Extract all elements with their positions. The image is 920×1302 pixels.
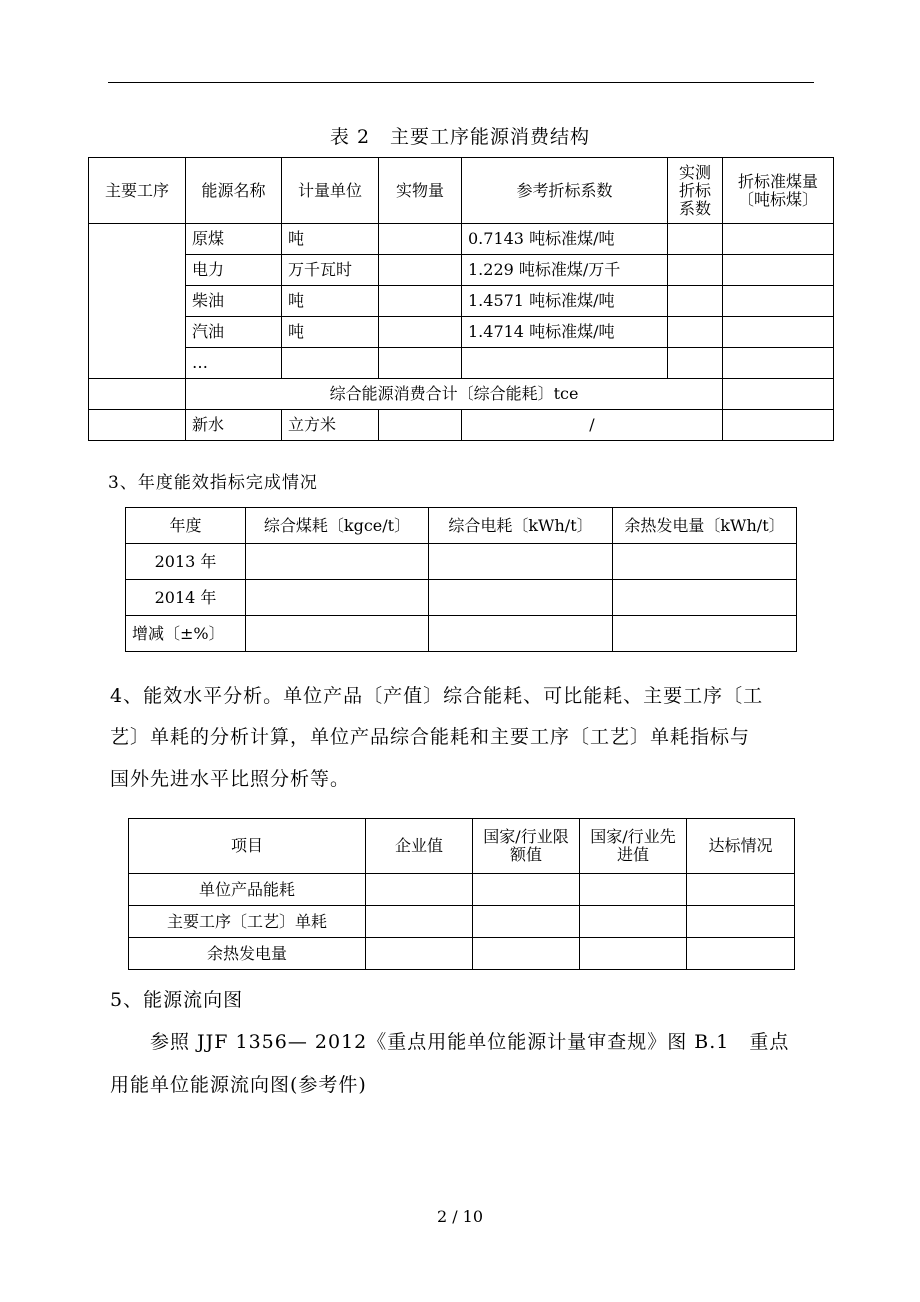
factor-cell: 0.7143 吨标准煤/吨: [462, 224, 668, 255]
value-cell: [580, 906, 687, 938]
year-cell: 2014 年: [126, 580, 246, 616]
header-cell: 国家/行业限额值: [473, 819, 580, 874]
header-cell: 达标情况: [687, 819, 795, 874]
value-cell: [687, 874, 795, 906]
benchmark-table: [128, 818, 795, 970]
table-row: [126, 544, 797, 580]
water-row: [89, 410, 834, 441]
measured-factor-cell: [668, 255, 723, 286]
quantity-cell: [379, 286, 462, 317]
header-cell: 综合电耗〔kWh/t〕: [429, 508, 613, 544]
value-cell: [366, 938, 473, 970]
value-cell: [613, 580, 797, 616]
header-cell: 主要工序: [89, 158, 186, 224]
value-cell: [473, 906, 580, 938]
table-row: [129, 938, 795, 970]
process-cell: [89, 379, 186, 410]
unit-cell: 立方米: [282, 410, 379, 441]
section4-line-2: 艺〕单耗的分析计算，单位产品综合能耗和主要工序〔工艺〕单耗指标与: [110, 726, 751, 748]
energy-name: 原煤: [186, 224, 282, 255]
measured-factor-cell: [668, 224, 723, 255]
value-cell: [366, 906, 473, 938]
energy-name: 新水: [186, 410, 282, 441]
value-cell: [613, 616, 797, 652]
factor-cell: 1.4714 吨标准煤/吨: [462, 317, 668, 348]
value-cell: [613, 544, 797, 580]
value-cell: [246, 616, 429, 652]
unit-cell: [282, 348, 379, 379]
page-number: 2 / 10: [436, 1207, 484, 1226]
item-cell: 主要工序〔工艺〕单耗: [129, 906, 366, 938]
table2-caption: 表 2 主要工序能源消费结构: [329, 126, 591, 148]
header-cell: 年度: [126, 508, 246, 544]
measured-factor-cell: [668, 317, 723, 348]
table-row: [126, 580, 797, 616]
header-cell: 参考折标系数: [462, 158, 668, 224]
header-cell: 国家/行业先进值: [580, 819, 687, 874]
quantity-cell: [379, 224, 462, 255]
value-cell: [580, 938, 687, 970]
value-cell: [473, 874, 580, 906]
coal-equivalent-cell: [723, 317, 834, 348]
energy-name: …: [186, 348, 282, 379]
item-cell: 单位产品能耗: [129, 874, 366, 906]
total-label: 综合能源消费合计〔综合能耗〕tce: [186, 379, 723, 410]
year-cell: 2013 年: [126, 544, 246, 580]
table-row: [89, 348, 834, 379]
measured-factor-cell: [668, 348, 723, 379]
value-cell: [473, 938, 580, 970]
header-cell: 实测折标系数: [668, 158, 723, 224]
quantity-cell: [379, 348, 462, 379]
section5-heading: 5、能源流向图: [110, 989, 244, 1011]
table-row: [129, 906, 795, 938]
header-cell: 实物量: [379, 158, 462, 224]
table-row: [89, 317, 834, 348]
coal-equivalent-cell: [723, 224, 834, 255]
coal-equivalent-cell: [723, 379, 834, 410]
quantity-cell: [379, 317, 462, 348]
table-row: [89, 286, 834, 317]
header-cell: 能源名称: [186, 158, 282, 224]
header-cell: 项目: [129, 819, 366, 874]
item-cell: 余热发电量: [129, 938, 366, 970]
value-cell: [429, 580, 613, 616]
section5-line-2: 用能单位能源流向图(参考件): [110, 1074, 367, 1096]
table-header-row: [129, 819, 795, 874]
value-cell: [246, 580, 429, 616]
section5-line-1: 参照 JJF 1356— 2012《重点用能单位能源计量审查规》图 B.1 重点: [150, 1031, 790, 1053]
header-cell: 余热发电量〔kWh/t〕: [613, 508, 797, 544]
header-cell: 计量单位: [282, 158, 379, 224]
coal-equivalent-cell: [723, 286, 834, 317]
measured-factor-cell: [668, 286, 723, 317]
annual-efficiency-table: [125, 507, 797, 652]
table-header-row: [126, 508, 797, 544]
table-row: [126, 616, 797, 652]
total-row: [89, 379, 834, 410]
header-cell: 企业值: [366, 819, 473, 874]
factor-slash: /: [462, 410, 723, 441]
value-cell: [580, 874, 687, 906]
section3-heading: 3、年度能效指标完成情况: [108, 473, 318, 493]
table-header-row: [89, 158, 834, 224]
factor-cell: [462, 348, 668, 379]
quantity-cell: [379, 410, 462, 441]
section4-line-3: 国外先进水平比照分析等。: [110, 768, 351, 790]
coal-equivalent-cell: [723, 348, 834, 379]
header-cell: 折标准煤量〔吨标煤〕: [723, 158, 834, 224]
unit-cell: 万千瓦时: [282, 255, 379, 286]
quantity-cell: [379, 255, 462, 286]
coal-equivalent-cell: [723, 410, 834, 441]
coal-equivalent-cell: [723, 255, 834, 286]
process-cell: [89, 224, 186, 379]
table-row: [89, 224, 834, 255]
unit-cell: 吨: [282, 317, 379, 348]
unit-cell: 吨: [282, 286, 379, 317]
factor-cell: 1.229 吨标准煤/万千: [462, 255, 668, 286]
section4-line-1: 4、能效水平分析。单位产品〔产值〕综合能耗、可比能耗、主要工序〔工: [110, 685, 764, 707]
table-row: [129, 874, 795, 906]
header-rule: [108, 82, 814, 83]
factor-cell: 1.4571 吨标准煤/吨: [462, 286, 668, 317]
energy-name: 柴油: [186, 286, 282, 317]
unit-cell: 吨: [282, 224, 379, 255]
value-cell: [687, 938, 795, 970]
value-cell: [687, 906, 795, 938]
value-cell: [429, 616, 613, 652]
table-row: [89, 255, 834, 286]
value-cell: [246, 544, 429, 580]
value-cell: [429, 544, 613, 580]
header-cell: 综合煤耗〔kgce/t〕: [246, 508, 429, 544]
energy-consumption-table: [88, 157, 834, 441]
energy-name: 汽油: [186, 317, 282, 348]
energy-name: 电力: [186, 255, 282, 286]
value-cell: [366, 874, 473, 906]
year-cell: 增减〔±%〕: [126, 616, 246, 652]
process-cell: [89, 410, 186, 441]
